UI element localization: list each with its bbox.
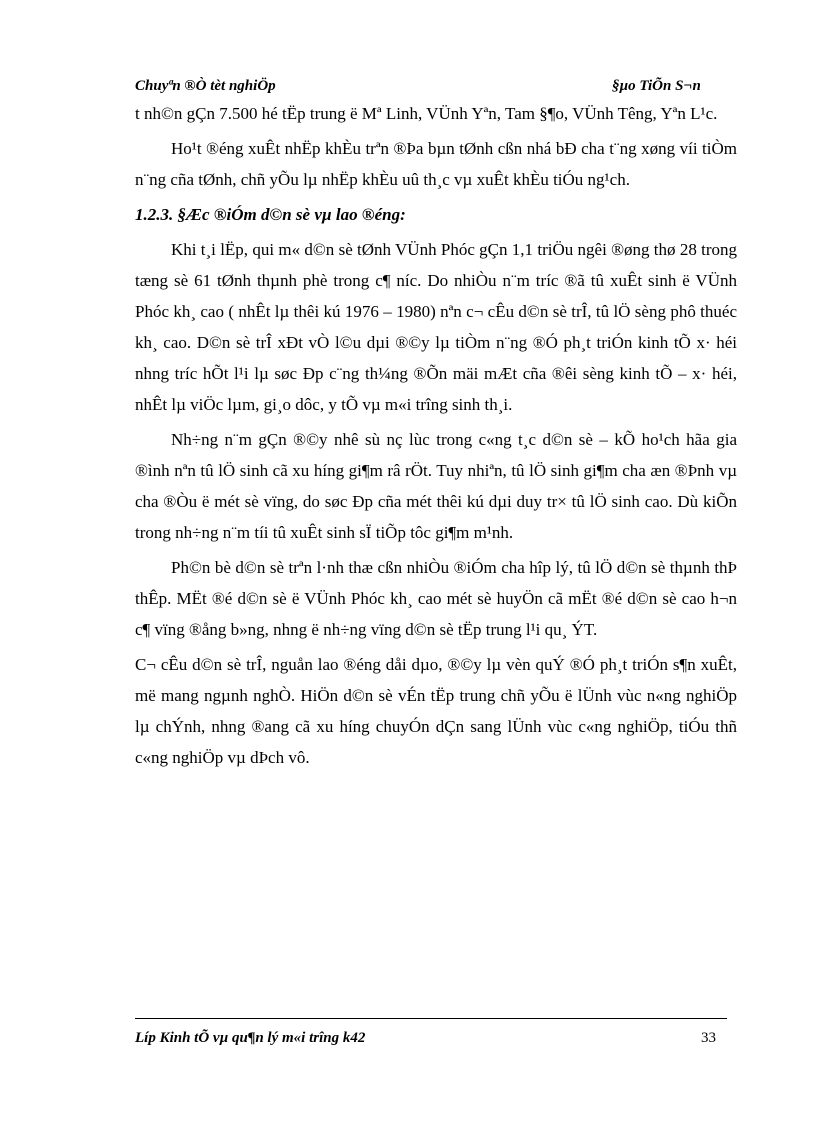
paragraph-4: Nh÷ng n¨m gÇn ®©y nhê sù nç lùc trong c«ng t¸c d©n sè – kÕ ho¹ch hãa gia ®ình nªn tû lÖ sinh cã xu híng gi¶m râ rÖt. Tuy nhiªn, tû lÖ sinh gi¶m cha æn ®Þnh vµ cha ®Òu ë mét sè vïng, do søc Ðp cña mét thêi kú dµi duy tr× tû lÖ sinh cao. Dù kiÕn trong nh÷ng n¨m tíi tû xuÊt sinh sÏ tiÕp tôc gi¶m m¹nh. (135, 430, 737, 542)
paragraph-2: Ho¹t ®éng xuÊt nhËp khÈu trªn ®Þa bµn tØnh cßn nhá bÐ cha t¨ng xøng víi tiÒm n¨ng cña tØnh, chñ yÕu lµ nhËp khÈu uû th¸c vµ xuÊt khÈu tiÓu ng¹ch. (135, 139, 737, 189)
paragraph-5: Ph©n bè d©n sè trªn l·nh thæ cßn nhiÒu ®iÓm cha hîp lý, tû lÖ d©n sè thµnh thÞ thÊp. MËt ®é d©n sè ë VÜnh Phóc kh¸ cao mét sè huyÖn cã mËt ®é d©n sè cao h¬n c¶ vïng ®ång b»ng, nhng ë nh÷ng vïng d©n sè tËp trung l¹i qu¸ ÝT. (135, 558, 737, 639)
section-heading: 1.2.3. §Æc ®iÓm d©n sè vµ lao ®éng: (135, 205, 406, 224)
footer-divider (135, 1018, 727, 1019)
paragraph-1: t nh©n gÇn 7.500 hé tËp trung ë Mª Linh, VÜnh Yªn, Tam §¶o, VÜnh Têng, Yªn L¹c. (135, 104, 718, 123)
header-author: §µo TiÕn S¬n (612, 78, 701, 94)
paragraph-6: C¬ cÊu d©n sè trÎ, nguån lao ®éng dåi dµo, ®©y lµ vèn quÝ ®Ó ph¸t triÓn s¶n xuÊt, më mang ngµnh nghÒ. HiÖn d©n sè vÉn tËp trung chñ yÕu ë lÜnh vùc n«ng nghiÖp lµ chÝnh, nhng ®ang cã xu híng chuyÓn dÇn sang lÜnh vùc c«ng nghiÖp, tiÓu thñ c«ng nghiÖp vµ dÞch vô. (135, 655, 737, 767)
document-body (135, 98, 737, 777)
page-number: 33 (701, 1030, 716, 1046)
page-header (135, 78, 725, 98)
paragraph-3: Khi t¸i lËp, qui m« d©n sè tØnh VÜnh Phóc gÇn 1,1 triÖu ngêi ®øng thø 28 trong tæng sè 61 tØnh thµnh phè trong c¶ níc. Do nhiÒu n¨m tríc ®ã tû xuÊt sinh ë VÜnh Phóc kh¸ cao ( nhÊt lµ thêi kú 1976 – 1980) nªn c¬ cÊu d©n sè trÎ, tû lÖ sèng phô thuéc kh¸ cao. D©n sè trÎ xÐt vÒ l©u dµi ®©y lµ tiÒm n¨ng ®Ó ph¸t triÓn kinh tÕ x· héi nhng tríc hÕt l¹i lµ søc Ðp c¨ng th¼ng ®Õn mäi mÆt cña ®êi sèng kinh tÕ – x· héi, nhÊt lµ viÖc lµm, gi¸o dôc, y tÕ vµ m«i trîng sinh th¸i. (135, 240, 737, 414)
header-document-title: Chuyªn ®Ò tèt nghiÖp (135, 78, 276, 94)
footer-class-name: Líp Kinh tÕ vµ qu¶n lý m«i trîng k42 (135, 1030, 366, 1046)
